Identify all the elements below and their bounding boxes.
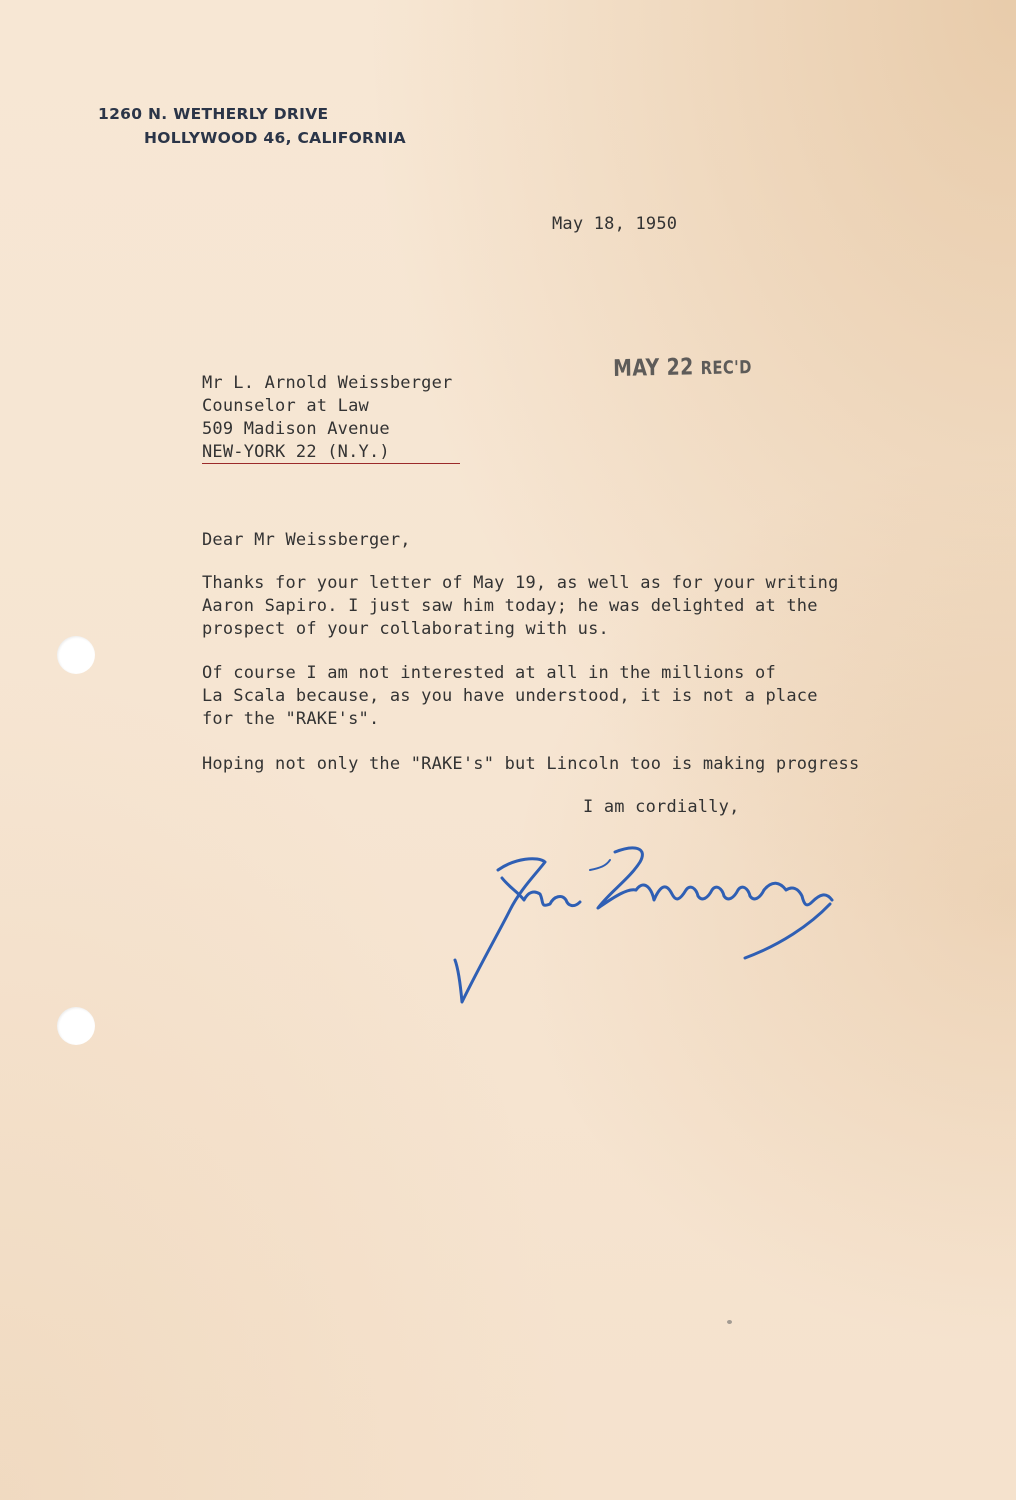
signature-stroke [764,883,832,905]
punch-hole-upper [57,636,95,674]
paragraph-line: Thanks for your letter of May 19, as well as for your writing [202,573,839,593]
punch-hole-lower [57,1007,95,1045]
recipient-address [202,372,460,464]
letterhead-city: HOLLYWOOD 46, CALIFORNIA [144,129,406,147]
signature-stroke [745,904,830,958]
paragraph-line: Of course I am not interested at all in the millions of [202,663,776,683]
stamp-month: MAY [613,355,660,382]
received-stamp [613,353,752,382]
signature-stroke [636,885,764,900]
paragraph-line: for the "RAKE's". [202,709,380,729]
recipient-title: Counselor at Law [202,396,369,416]
paragraph-line: La Scala because, as you have understood, it is not a place [202,686,818,706]
letter-date: May 18, 1950 [552,214,678,234]
signature-stroke [598,848,642,908]
ink-speck [727,1320,732,1324]
paragraph-1 [202,572,839,641]
signature-stroke [455,859,545,1002]
stamp-label: REC'D [700,357,752,380]
salutation: Dear Mr Weissberger, [202,530,411,550]
letterhead [98,102,406,150]
closing: I am cordially, [583,797,740,817]
paragraph-line: prospect of your collaborating with us. [202,619,609,639]
paragraph-line: Hoping not only the "RAKE's" but Lincoln too is making progress [202,754,860,774]
letterhead-street: 1260 N. WETHERLY DRIVE [98,105,329,123]
recipient-street: 509 Madison Avenue [202,419,390,439]
stamp-day: 22 [666,354,694,381]
paragraph-2 [202,662,818,731]
paragraph-line: Aaron Sapiro. I just saw him today; he was delighted at the [202,596,818,616]
signature-stroke [590,860,610,870]
recipient-city: NEW-YORK 22 (N.Y.) [202,441,460,464]
paragraph-3 [202,753,859,776]
handwritten-signature [440,830,840,1020]
recipient-name: Mr L. Arnold Weissberger [202,373,453,393]
